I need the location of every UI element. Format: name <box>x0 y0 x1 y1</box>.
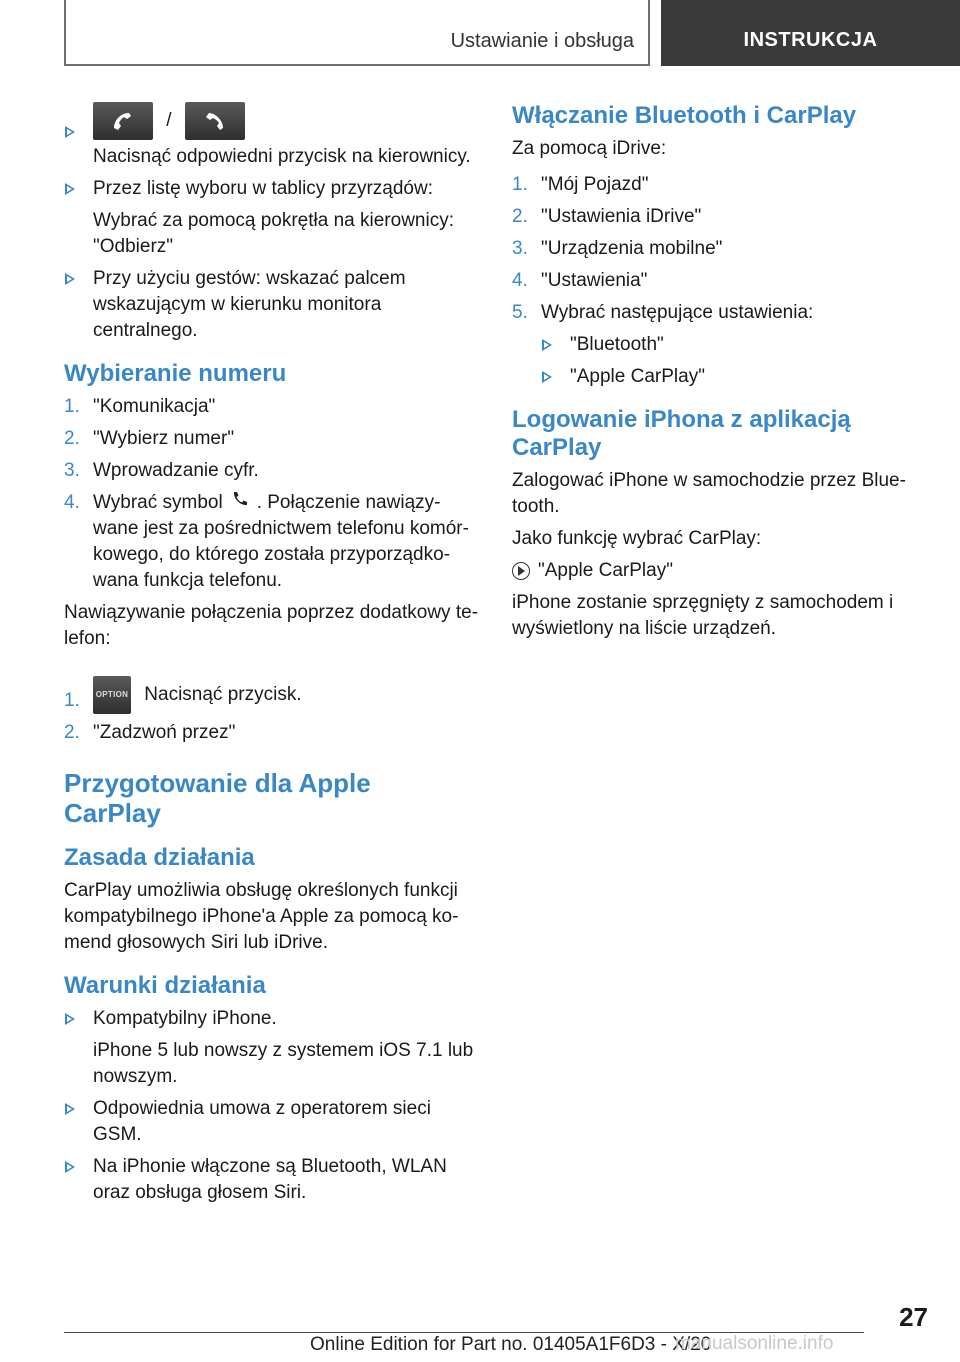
list-item <box>64 676 478 714</box>
phone-symbol-icon <box>231 490 249 516</box>
bullet-text: Kompatybilny iPhone. <box>93 1008 277 1030</box>
list-item <box>512 204 912 230</box>
list-item <box>512 300 912 326</box>
step-number: 4. <box>64 492 80 513</box>
bullet-list-selection-sub: Wybrać za pomocą pokrętła na kierownicy: "Odbierz" <box>93 210 454 257</box>
bullet-phone-buttons <box>64 102 478 140</box>
play-row <box>512 558 912 584</box>
bullet-text: "Apple CarPlay" <box>570 366 705 387</box>
step-text: "Zadzwoń przez" <box>93 722 236 744</box>
step-number: 5. <box>512 302 528 323</box>
step-text: "Urządzenia mobilne" <box>541 238 723 259</box>
header-section-title: Ustawianie i obsługa <box>450 30 634 52</box>
triangle-bullet-icon <box>65 126 75 138</box>
triangle-bullet-icon <box>65 183 75 195</box>
watermark-logo: manualsonline.info <box>675 1333 834 1354</box>
triangle-bullet-icon <box>542 339 552 351</box>
step-number: 2. <box>64 428 80 449</box>
bullet-condition-gsm <box>64 1096 478 1148</box>
nested-bullet-carplay <box>512 364 912 390</box>
step-number: 3. <box>64 460 80 481</box>
left-column <box>64 102 478 1212</box>
option-button-icon: OPTION <box>93 676 131 714</box>
play-text: "Apple CarPlay" <box>538 560 673 581</box>
play-circle-icon <box>512 562 530 580</box>
step-number: 1. <box>64 690 80 712</box>
bullet-phone-text: Nacisnąć odpowiedni przycisk na kierownicy. <box>93 146 471 167</box>
extra-phone-text: Nawiązywanie połączenia poprzez dodatkowy telefon: <box>64 602 479 650</box>
triangle-bullet-icon <box>65 1013 75 1025</box>
triangle-bullet-icon <box>65 1161 75 1173</box>
bullet-gestures <box>64 266 478 344</box>
step-number: 3. <box>512 238 528 259</box>
accept-call-button-icon <box>93 102 153 140</box>
step-text: Wprowadzanie cyfr. <box>93 460 259 481</box>
footer-edition: Online Edition for Part no. 01405A1F6D3 - X/20 <box>310 1334 712 1355</box>
list-item <box>64 490 478 594</box>
bullet-condition-iphone-sub: iPhone 5 lub nowszy z systemem iOS 7.1 lub nowszym. <box>93 1040 474 1088</box>
heading-principle: Zasada działania <box>64 844 255 872</box>
bullet-list-selection <box>64 176 478 202</box>
bullet-text: Przez listę wyboru w tablicy przyrządów: <box>93 178 433 199</box>
step-number: 1. <box>512 174 528 195</box>
header-frame <box>64 0 650 66</box>
list-item <box>64 426 478 452</box>
nested-bullet-bluetooth <box>512 332 912 358</box>
result-text: iPhone zostanie sprzęgnięty z samochodem i wyświetlony na liście urządzeń. <box>512 592 894 639</box>
idrive-intro: Za pomocą iDrive: <box>512 138 667 159</box>
heading-bluetooth-carplay: Włączanie Bluetooth i CarPlay <box>512 102 857 129</box>
right-column <box>512 102 912 648</box>
step-text: "Komunikacja" <box>93 396 216 417</box>
triangle-bullet-icon <box>65 1103 75 1115</box>
step-text: "Ustawienia iDrive" <box>541 206 702 227</box>
step-text: "Mój Pojazd" <box>541 174 649 195</box>
list-item <box>512 172 912 198</box>
heading-dial-number: Wybieranie numeru <box>64 360 287 387</box>
header-tab[interactable]: INSTRUKCJA <box>661 0 960 66</box>
heading-iphone-login: Logowanie iPhona z aplikacją CarPlay <box>512 406 851 461</box>
principle-text: CarPlay umożliwia obsługę określonych funkcji kompatybilnego iPhone'a Apple za pomocą komend głosowych Siri lub iDrive. <box>64 880 459 954</box>
step-text: Nacisnąć przycisk. <box>144 684 302 706</box>
bullet-condition-iphone <box>64 1006 478 1032</box>
step-text: "Wybierz numer" <box>93 428 235 449</box>
step-text-continued: . Połączenie nawiązywane jest za pośrednictwem telefonu komórkowego, do którego została przyporządkowana funkcja telefonu. <box>93 492 469 592</box>
step-number: 4. <box>512 270 528 291</box>
step-text: "Ustawienia" <box>541 270 648 291</box>
triangle-bullet-icon <box>542 371 552 383</box>
step-number: 2. <box>512 206 528 227</box>
list-item <box>64 720 478 746</box>
list-item <box>64 394 478 420</box>
step-text: Wybrać symbol <box>93 492 223 514</box>
list-item <box>512 268 912 294</box>
bullet-text: Przy użyciu gestów: wskazać palcem wskazującym w kierunku monitora centralnego. <box>93 268 406 341</box>
bullet-text: Na iPhonie włączone są Bluetooth, WLAN oraz obsługa głosem Siri. <box>93 1156 447 1204</box>
triangle-bullet-icon <box>65 273 75 285</box>
bullet-text: Odpowiednia umowa z operatorem sieci GSM. <box>93 1098 431 1146</box>
step-number: 1. <box>64 396 80 417</box>
bullet-text: "Bluetooth" <box>570 334 664 355</box>
step-number: 2. <box>64 722 80 744</box>
end-call-button-icon <box>185 102 245 140</box>
step-text: Wybrać następujące ustawienia: <box>541 302 814 323</box>
list-item <box>512 236 912 262</box>
page-number: 27 <box>899 1302 928 1332</box>
bullet-condition-bluetooth <box>64 1154 478 1206</box>
list-item <box>64 458 478 484</box>
login-text: Zalogować iPhone w samochodzie przez Bluetooth. <box>512 470 906 517</box>
heading-conditions: Warunki działania <box>64 972 266 1000</box>
slash-separator: / <box>166 110 172 132</box>
heading-carplay-prep: Przygotowanie dla Apple CarPlay <box>64 768 371 829</box>
function-text: Jako funkcję wybrać CarPlay: <box>512 528 762 549</box>
